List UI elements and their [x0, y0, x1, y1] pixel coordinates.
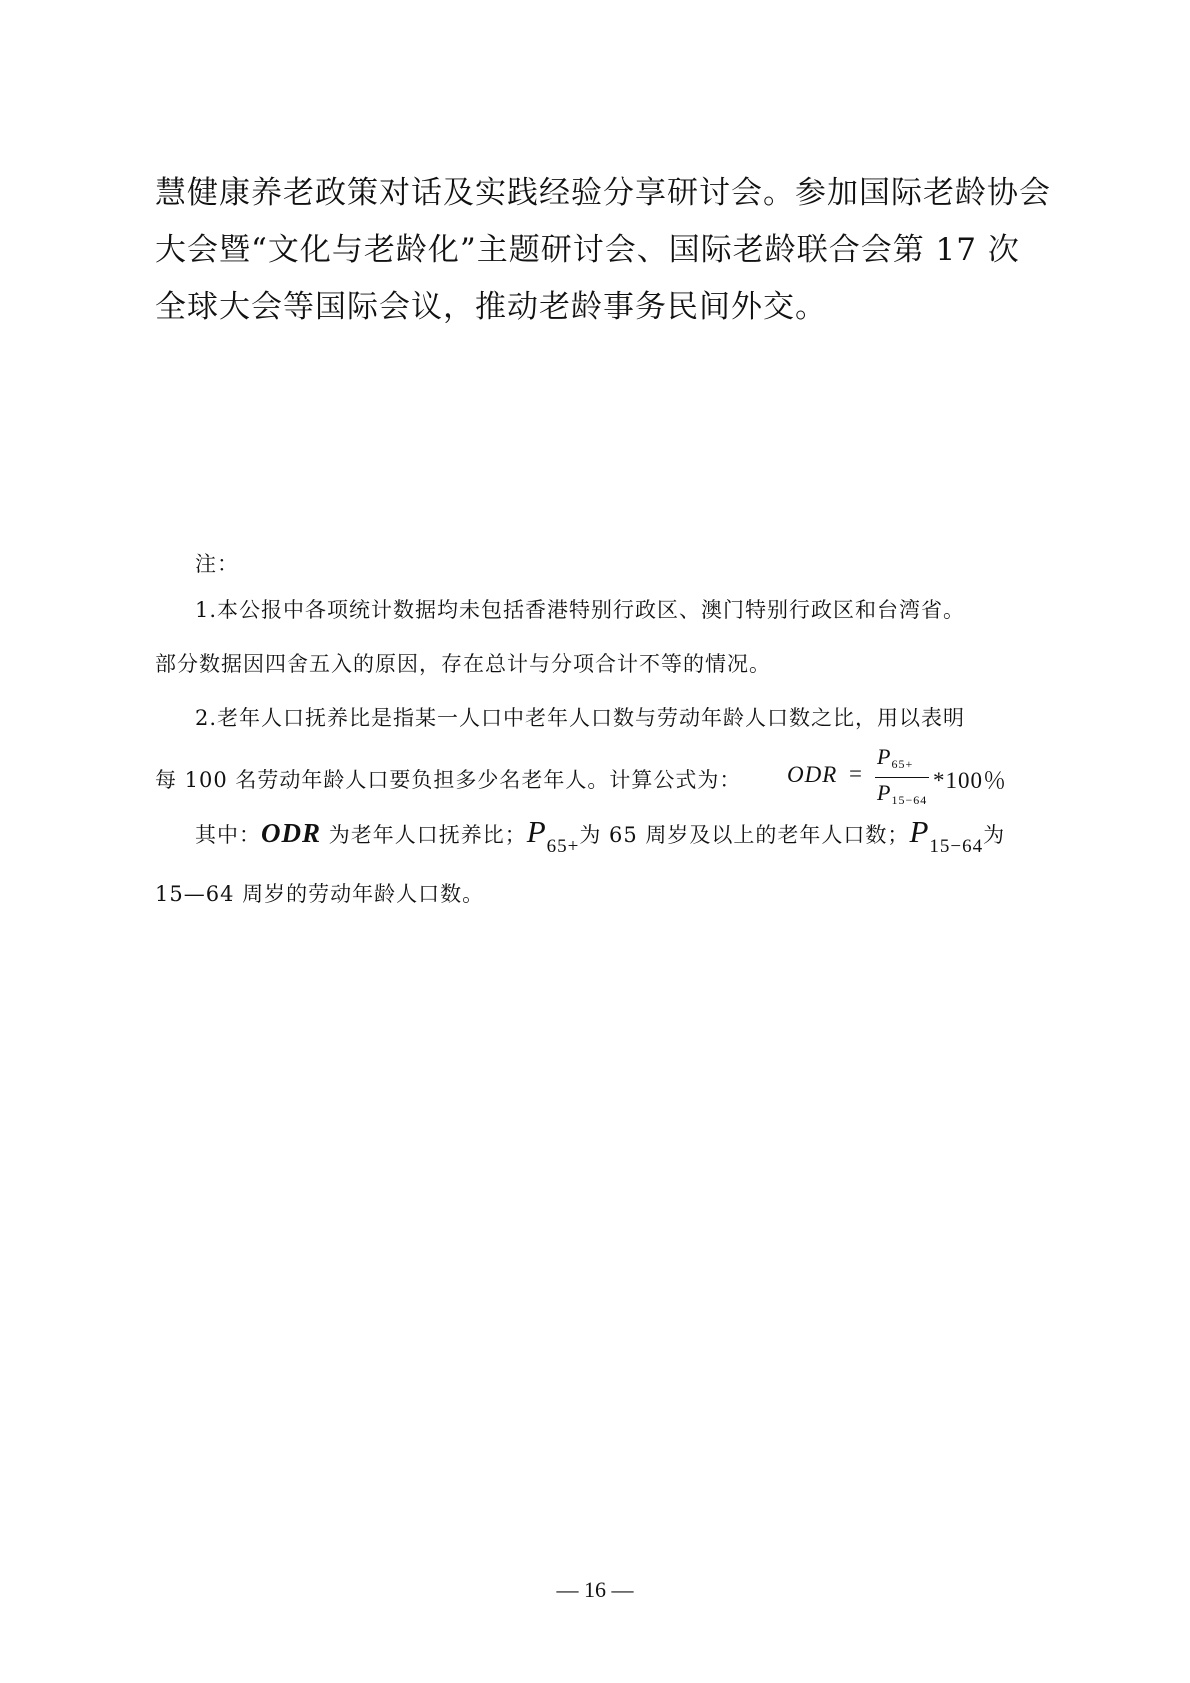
note-1-line-2: 部分数据因四舍五入的原因，存在总计与分项合计不等的情况。 — [155, 652, 771, 676]
formula-lhs: ODR — [787, 762, 838, 787]
denominator-subscript: 15−64 — [891, 793, 928, 807]
note-2-line-2: 每 100 名劳动年龄人口要负担多少名老年人。计算公式为： — [155, 768, 742, 792]
body-line-2: 大会暨“文化与老龄化”主题研讨会、国际老龄联合会第 17 次 — [155, 232, 1020, 268]
note-3-p2-subscript: 15−64 — [929, 836, 984, 857]
note-3-line-1 — [195, 814, 1005, 858]
fraction-bar — [875, 777, 929, 778]
note-3-odr-desc: 为老年人口抚养比； — [321, 823, 527, 847]
note-2-line-1: 2.老年人口抚养比是指某一人口中老年人口数与劳动年龄人口数之比，用以表明 — [195, 706, 966, 730]
formula-denominator — [877, 780, 927, 808]
body-paragraph — [155, 165, 1051, 336]
note-3-p1-desc: 为 65 周岁及以上的老年人口数； — [579, 823, 910, 847]
formula-multiplier: *100％ — [933, 768, 1007, 793]
note-3-p1-symbol: P — [526, 814, 547, 849]
numerator-subscript: 65+ — [891, 757, 914, 771]
note-3-prefix: 其中： — [195, 823, 261, 847]
page-number: — 16 — — [556, 1577, 634, 1602]
body-line-3: 全球大会等国际会议，推动老龄事务民间外交。 — [155, 289, 827, 325]
note-1-line-1: 1.本公报中各项统计数据均未包括香港特别行政区、澳门特别行政区和台湾省。 — [195, 598, 966, 622]
note-3-odr: ODR — [261, 818, 322, 848]
formula-numerator — [877, 744, 913, 772]
denominator-symbol: P — [877, 780, 892, 805]
body-line-1: 慧健康养老政策对话及实践经验分享研讨会。参加国际老龄协会 — [155, 175, 1051, 211]
note-3-p2-symbol: P — [909, 814, 930, 849]
formula-equals: = — [849, 761, 863, 786]
odr-formula — [787, 744, 1027, 810]
note-3-line-2: 15—64 周岁的劳动年龄人口数。 — [155, 882, 485, 906]
note-3-p1-subscript: 65+ — [546, 836, 580, 857]
numerator-symbol: P — [877, 744, 892, 769]
notes-title: 注： — [195, 552, 239, 576]
note-3-p2-desc: 为 — [983, 823, 1006, 847]
